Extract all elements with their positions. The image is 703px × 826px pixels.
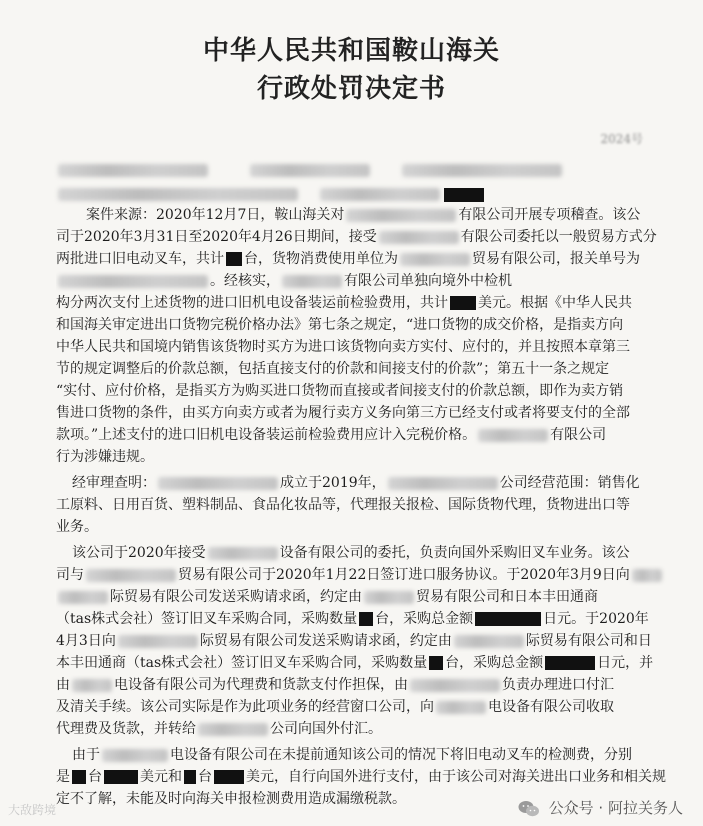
footer-watermarks	[0, 794, 703, 826]
party-info-redacted	[56, 160, 676, 208]
body-line: 构分两次支付上述货物的进口旧机电设备装运前检验费用，共计 美元。根据《中华人民共	[56, 295, 632, 311]
body-line: 。经核实， 有限公司单独向境外中检机	[56, 271, 676, 292]
body-line: 及清关手续。该公司实际是作为此项业务的经营窗口公司，向 电设备有限公司收取	[56, 699, 614, 715]
watermark-left: 大敌跨境	[8, 803, 57, 817]
body-line: 售进口货物的条件，由买方向卖方或者为履行卖方义务向第三方已经支付或者将要支付的全部	[56, 405, 630, 421]
body-line: 业务。	[56, 519, 98, 535]
body-line: 本丰田通商（tas株式会社）签订旧叉车采购合同，采购数量 台，采购总金额 日元，并	[56, 655, 654, 671]
body-line: 行为涉嫌违规。	[56, 449, 154, 465]
body-line: 中华人民共和国境内销售该货物时买方为进口该货物向卖方实付、应付的，并且按照本章第三	[56, 339, 630, 355]
body-line: 节的规定调整后的价款总额，包括直接支付的价款和间接支付的价款”；第五十一条之规定	[56, 361, 610, 377]
body-line: 案件来源：2020年12月7日，鞍山海关对 有限公司开展专项稽查。该公	[86, 207, 641, 223]
document-number: 2024号	[600, 132, 643, 146]
body-line: 际贸易有限公司发送采购请求函，约定由 贸易有限公司和日本丰田通商	[56, 587, 676, 608]
watermark-right: 公众号 · 阿拉关务人	[518, 797, 683, 818]
body-line: 两批进口旧电动叉车，共计 台，货物消费使用单位为 贸易有限公司，报关单号为	[56, 251, 640, 267]
document-title-line2: 行政处罚决定书	[256, 74, 446, 104]
body-line: 司于2020年3月31日至2020年4月26日期间，接受 有限公司委托以一般贸易方式分	[56, 229, 657, 245]
body-line: “实付、应付价格，是指买方为购买进口货物而直接或者间接支付的价款总额，即作为卖方销	[56, 383, 624, 399]
body-line: 司与 贸易有限公司于2020年1月22日签订进口服务协议。于2020年3月9日向	[56, 565, 676, 586]
body-line: 款项。”上述支付的进口旧机电设备装运前检验费用应计入完税价格。 有限公司	[56, 427, 607, 443]
document-title-line1: 中华人民共和国鞍山海关	[202, 36, 500, 66]
body-line: 工原料、日用百货、塑料制品、食品化妆品等，代理报关报检、国际货物代理，货物进出口等	[56, 497, 630, 513]
body-line: 由 电设备有限公司为代理费和货款支付作担保，由 负责办理进口付汇	[56, 677, 614, 693]
body-line: 定不了解，未能及时向海关申报检测费用造成漏缴税款。	[56, 791, 406, 807]
wechat-icon	[518, 800, 540, 818]
body-line: 由于 电设备有限公司在未提前通知该公司的情况下将旧电动叉车的检测费，分别	[72, 747, 632, 763]
body-line: 代理费及货款，并转给 公司向国外付汇。	[56, 721, 382, 737]
body-line: 4月3日向 际贸易有限公司发送采购请求函，约定由 际贸易有限公司和日	[56, 633, 652, 649]
body-line: 该公司于2020年接受 设备有限公司的委托，负责向国外采购旧叉车业务。该公	[72, 545, 630, 561]
body-line: 是 台 美元和 台 美元，自行向国外进行支付，由于该公司对海关进出口业务和相关规	[56, 769, 666, 785]
body-line: （tas株式会社）签订旧叉车采购合同，采购数量 台，采购总金额 日元。于2020年	[56, 611, 649, 627]
body-line: 经审理查明： 成立于2019年， 公司经营范围：销售化	[72, 475, 640, 491]
body-line: 和国海关审定进出口货物完税价格办法》第七条之规定，“进口货物的成交价格，是指卖方向	[56, 317, 624, 333]
